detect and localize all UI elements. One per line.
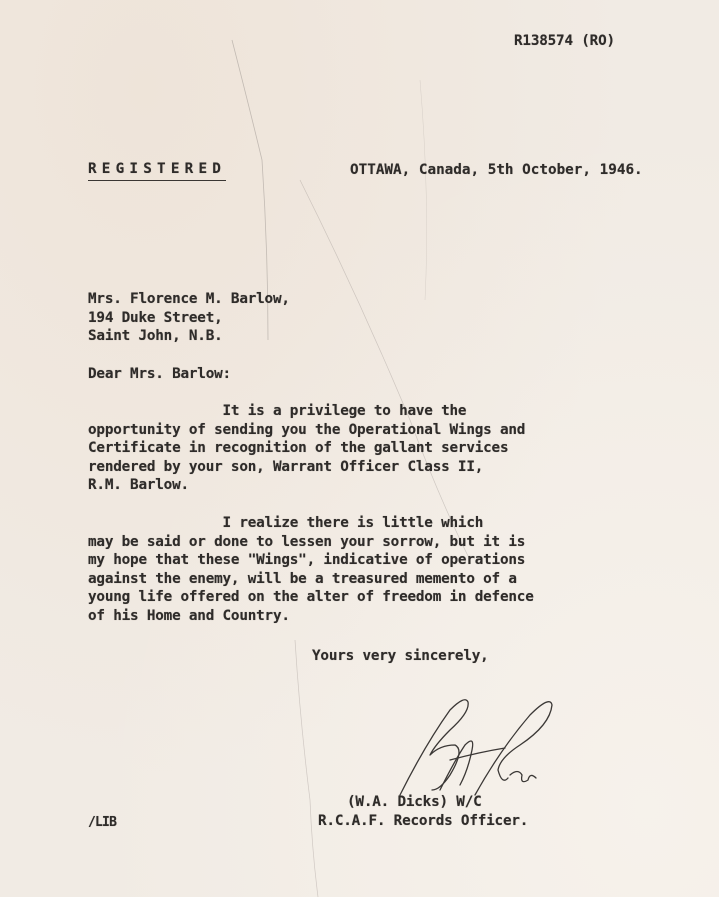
paragraph-line: against the enemy, will be a treasured memento of a <box>88 570 517 587</box>
recipient-name: Mrs. Florence M. Barlow, <box>88 291 290 307</box>
paragraph-line: rendered by your son, Warrant Officer Class II, <box>88 458 484 475</box>
signatory-title: R.C.A.F. Records Officer. <box>318 813 529 829</box>
recipient-city: Saint John, N.B. <box>88 328 223 345</box>
paragraph-line: opportunity of sending you the Operational Wings and <box>88 421 526 438</box>
recipient-address <box>88 290 290 346</box>
signatory-name: (W.A. Dicks) W/C <box>347 794 482 810</box>
paragraph-line: I realize there is little which <box>88 515 484 531</box>
paragraph-line: my hope that these "Wings", indicative of operations <box>88 552 526 569</box>
body-paragraph-1 <box>88 402 525 495</box>
handwritten-signature-icon <box>380 690 570 800</box>
body-paragraph-2 <box>88 514 534 626</box>
paragraph-line: Certificate in recognition of the gallant services <box>88 440 509 457</box>
paragraph-line: R.M. Barlow. <box>88 477 189 494</box>
paragraph-line: may be said or done to lessen your sorrow, but it is <box>88 533 526 550</box>
dateline: OTTAWA, Canada, 5th October, 1946. <box>350 162 643 178</box>
typist-initials: /LIB <box>88 815 117 830</box>
paragraph-line: of his Home and Country. <box>88 607 290 624</box>
registered-mark: REGISTERED <box>88 160 226 181</box>
salutation: Dear Mrs. Barlow: <box>88 366 231 382</box>
reference-number: R138574 (RO) <box>514 33 615 49</box>
closing: Yours very sincerely, <box>312 648 489 664</box>
paragraph-line: young life offered on the alter of freedom in defence <box>88 589 534 606</box>
paragraph-line: It is a privilege to have the <box>88 403 467 419</box>
recipient-street: 194 Duke Street, <box>88 309 223 326</box>
